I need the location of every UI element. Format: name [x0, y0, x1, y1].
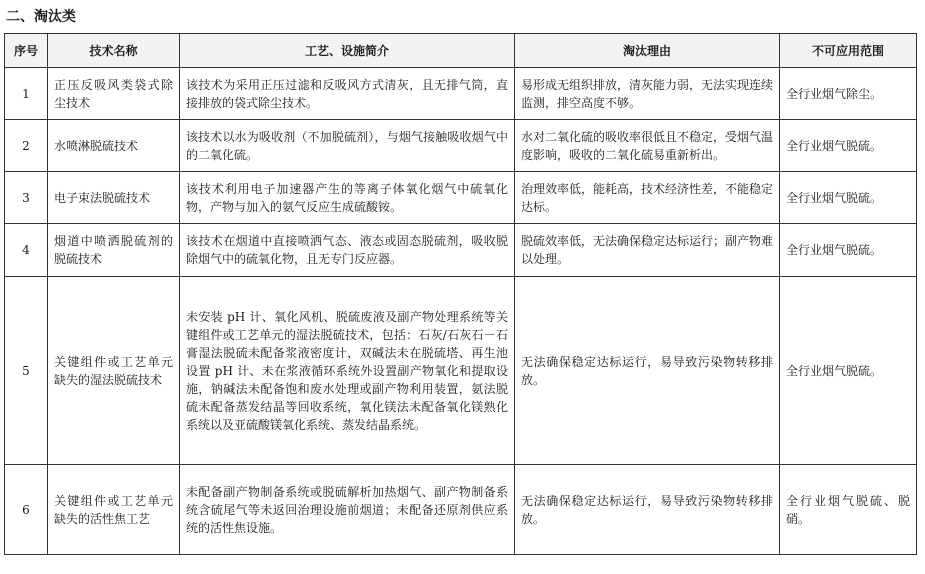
row-name: 烟道中喷洒脱硫剂的脱硫技术: [48, 224, 180, 277]
elimination-table: [4, 33, 917, 555]
table-row: [5, 224, 917, 277]
row-desc: 未安装 pH 计、氧化风机、脱硫废液及副产物处理系统等关键组件或工艺单元的湿法脱硫技术，包括：石灰/石灰石－石膏湿法脱硫未配备浆液密度计，双碱法未在脱硫塔、再生池设置 pH 计、未在浆液循环系统外设置副产物氧化和提取设施，钠碱法未配备饱和废水处理或副产物利用装置，氨法脱硫未配备蒸发结晶等回收系统，氧化镁法未配备氧化镁熟化系统以及亚硫酸镁氧化系统、蒸发结晶系统。: [180, 277, 515, 465]
row-no: 4: [5, 224, 48, 277]
row-scope: 全行业烟气脱硫。: [780, 224, 917, 277]
row-reason: 脱硫效率低，无法确保稳定达标运行；副产物难以处理。: [515, 224, 780, 277]
row-desc: 该技术以水为吸收剂（不加脱硫剂），与烟气接触吸收烟气中的二氧化硫。: [180, 120, 515, 172]
row-desc: 该技术利用电子加速器产生的等离子体氧化烟气中硫氧化物，产物与加入的氨气反应生成硫酸铵。: [180, 172, 515, 224]
row-reason: 无法确保稳定达标运行，易导致污染物转移排放。: [515, 277, 780, 465]
row-reason: 无法确保稳定达标运行，易导致污染物转移排放。: [515, 465, 780, 555]
row-desc: 该技术在烟道中直接喷洒气态、液态或固态脱硫剂，吸收脱除烟气中的硫氧化物，且无专门反应器。: [180, 224, 515, 277]
header-no: 序号: [5, 34, 48, 68]
row-reason: 易形成无组织排放，清灰能力弱，无法实现连续监测，排空高度不够。: [515, 68, 780, 120]
row-name: 正压反吸风类袋式除尘技术: [48, 68, 180, 120]
header-scope: 不可应用范围: [780, 34, 917, 68]
table-header-row: [5, 34, 917, 68]
row-scope: 全行业烟气脱硫、脱硝。: [780, 465, 917, 555]
table-row: [5, 120, 917, 172]
header-reason: 淘汰理由: [515, 34, 780, 68]
row-desc: 该技术为采用正压过滤和反吸风方式清灰，且无排气筒，直接排放的袋式除尘技术。: [180, 68, 515, 120]
row-scope: 全行业烟气除尘。: [780, 68, 917, 120]
row-no: 2: [5, 120, 48, 172]
row-name: 水喷淋脱硫技术: [48, 120, 180, 172]
table-row: [5, 277, 917, 465]
table-row: [5, 465, 917, 555]
header-name: 技术名称: [48, 34, 180, 68]
row-reason: 水对二氧化硫的吸收率很低且不稳定，受烟气温度影响，吸收的二氧化硫易重新析出。: [515, 120, 780, 172]
row-scope: 全行业烟气脱硫。: [780, 120, 917, 172]
table-row: [5, 172, 917, 224]
row-desc: 未配备副产物制备系统或脱硫解析加热烟气、副产物制备系统含硫尾气等未返回治理设施前烟道；未配备还原剂供应系统的活性焦设施。: [180, 465, 515, 555]
table-row: [5, 68, 917, 120]
row-reason: 治理效率低，能耗高，技术经济性差，不能稳定达标。: [515, 172, 780, 224]
row-no: 1: [5, 68, 48, 120]
header-desc: 工艺、设施简介: [180, 34, 515, 68]
section-title: 二、淘汰类: [6, 9, 76, 25]
row-name: 关键组件或工艺单元缺失的湿法脱硫技术: [48, 277, 180, 465]
row-name: 电子束法脱硫技术: [48, 172, 180, 224]
row-name: 关键组件或工艺单元缺失的活性焦工艺: [48, 465, 180, 555]
row-no: 3: [5, 172, 48, 224]
row-scope: 全行业烟气脱硫。: [780, 277, 917, 465]
row-no: 6: [5, 465, 48, 555]
row-scope: 全行业烟气脱硫。: [780, 172, 917, 224]
row-no: 5: [5, 277, 48, 465]
